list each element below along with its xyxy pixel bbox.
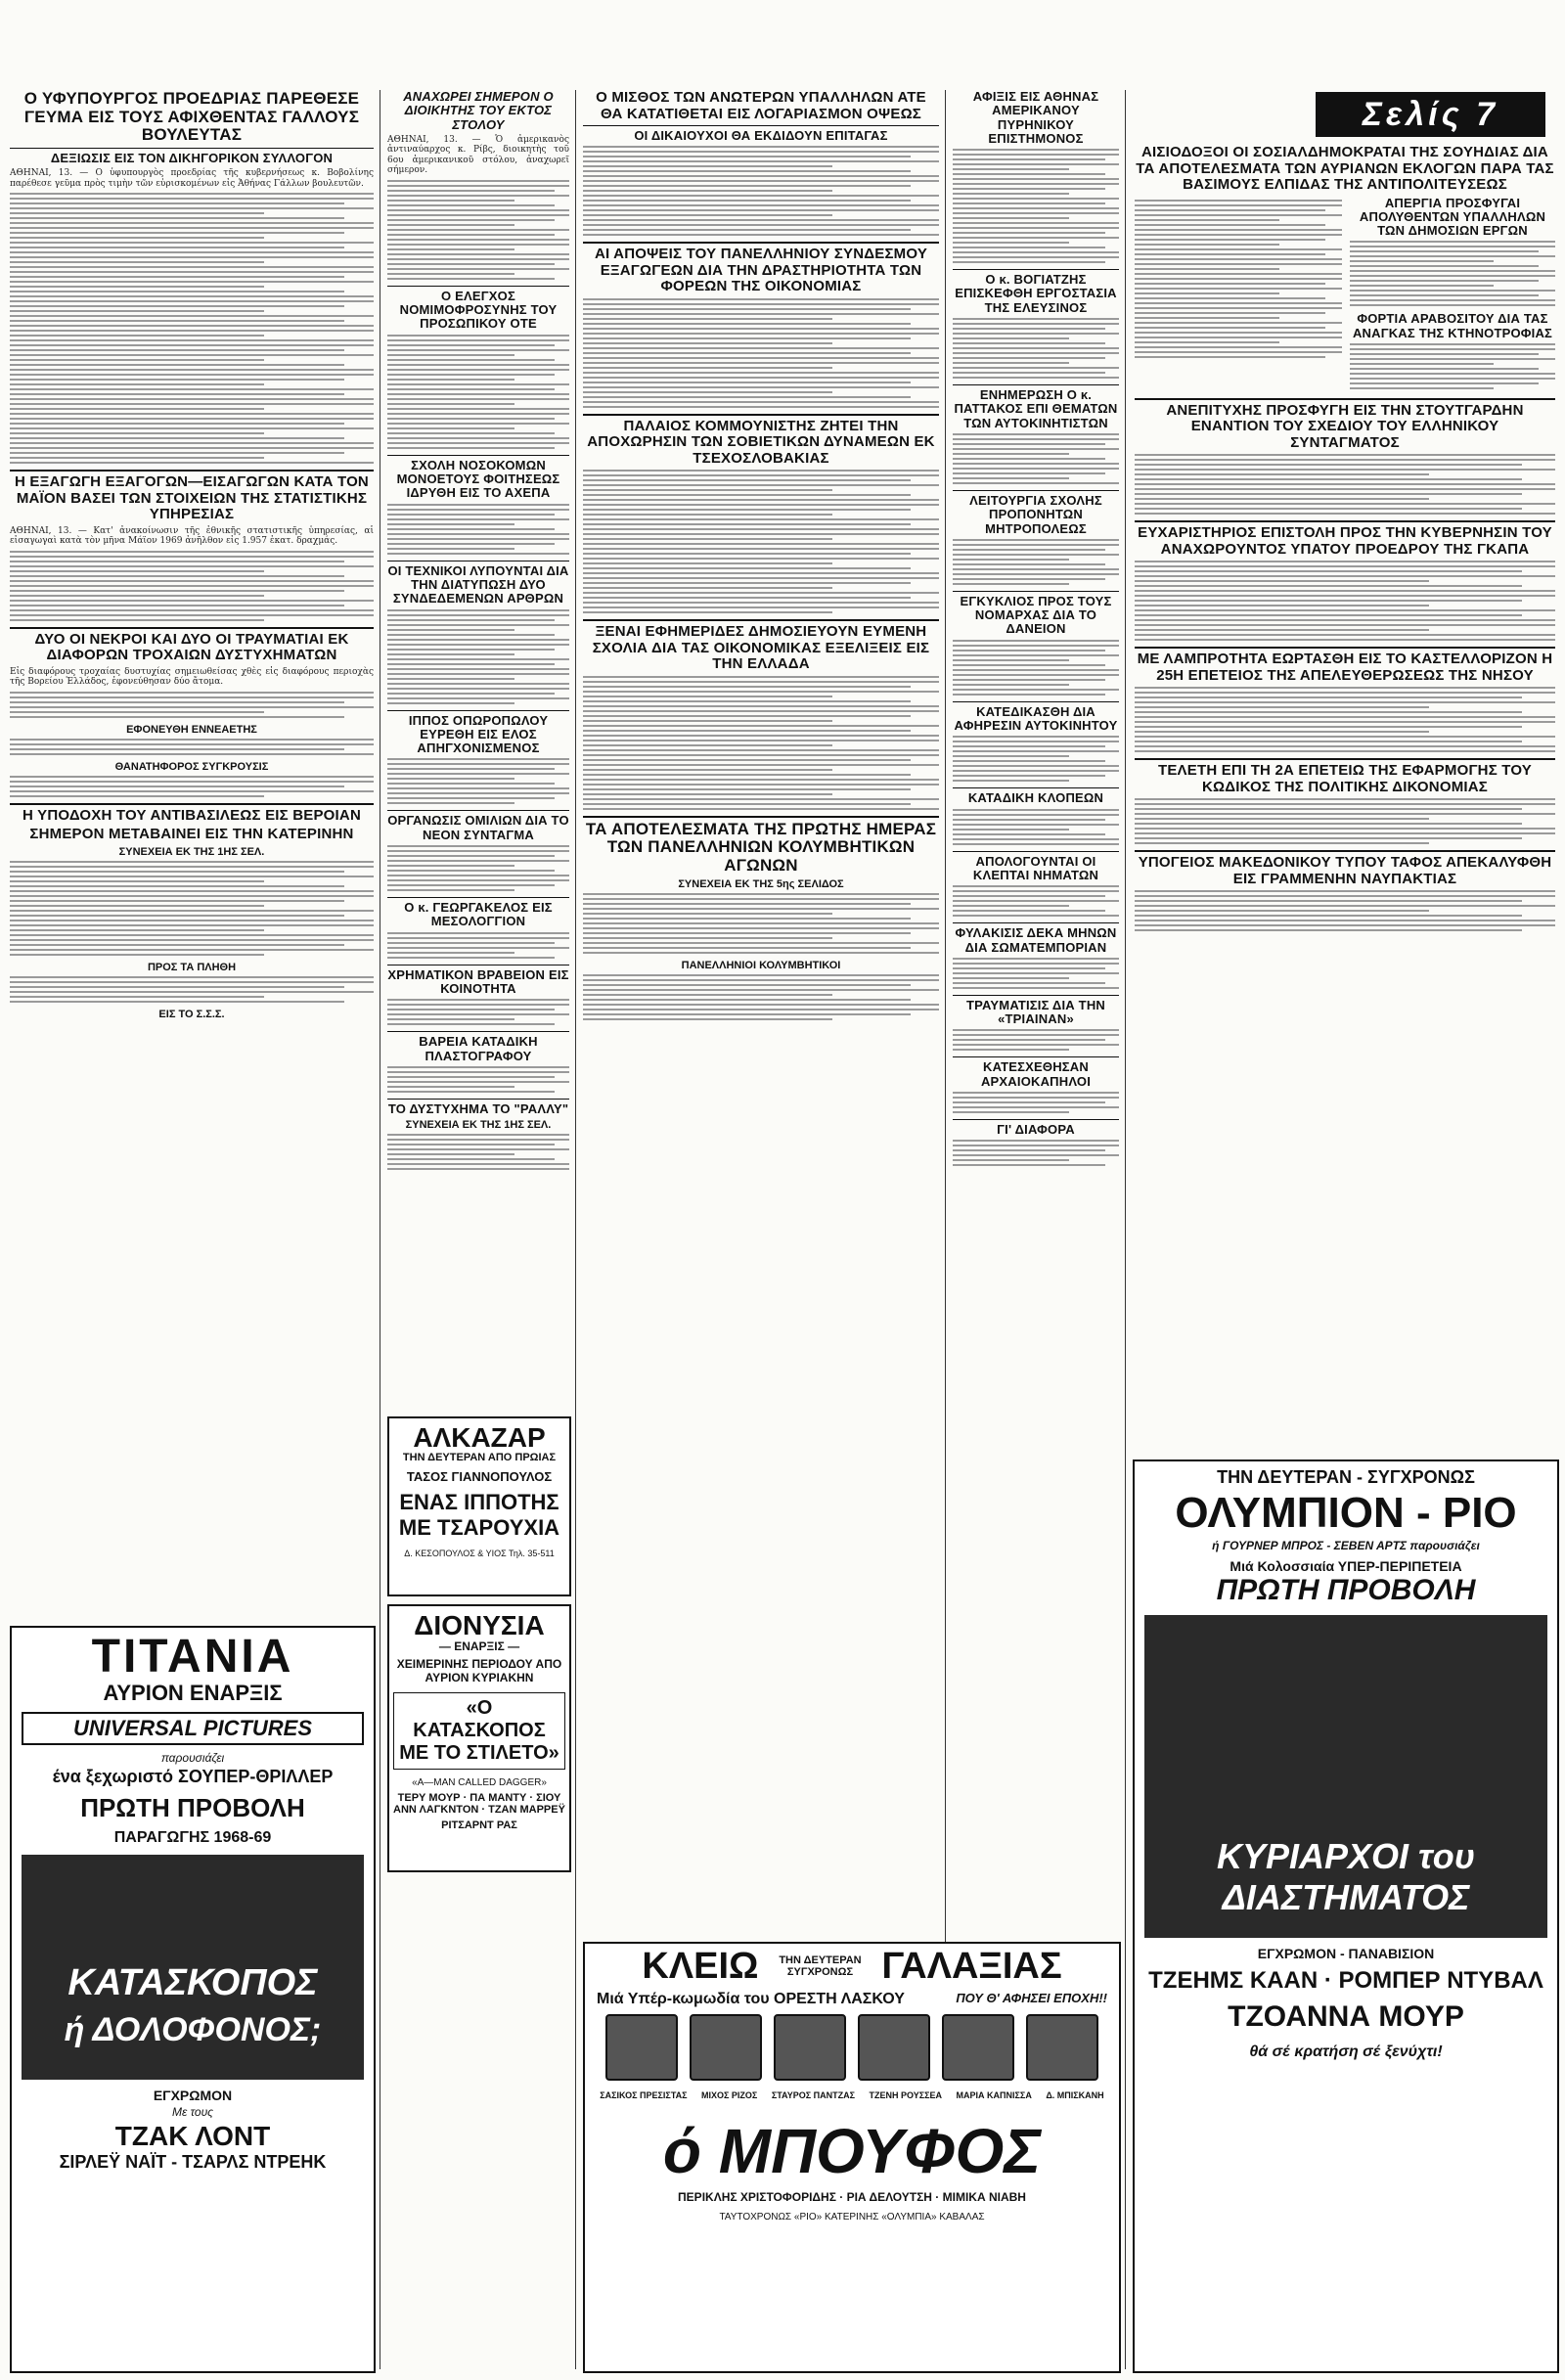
headline: ΑΠΕΡΓΙΑ ΠΡΟΣΦΥΓΑΙ ΑΠΟΛΥΘΕΝΤΩΝ ΥΠΑΛΛΗΛΩΝ ΤΩΝ ΔΗΜΟΣΙΩΝ ΕΡΓΩΝ: [1359, 195, 1546, 239]
premiere-label: ΠΡΩΤΗ ΠΡΟΒΟΛΗ: [1216, 1574, 1476, 1606]
cast-names: ΠΕΡΙΚΛΗΣ ΧΡΙΣΤΟΦΟΡΙΔΗΣ · ΡΙΑ ΔΕΛΟΥΤΣΗ · ΜΙΜΙΚΑ ΝΙΑΒΗ: [678, 2190, 1026, 2204]
article-body: [387, 845, 569, 891]
ad-subtitle: ΤΗΝ ΔΕΥΤΕΡΑΝ - ΣΥΓΧΡΟΝΩΣ: [1217, 1467, 1475, 1487]
ad-footer: θά σέ κρατήση σέ ξενύχτι!: [1249, 2043, 1443, 2060]
ad-text: ένα ξεχωριστό ΣΟΥΠΕΡ-ΘΡΙΛΛΕΡ: [52, 1767, 334, 1786]
ad-footer: ΤΑΥΤΟΧΡΟΝΩΣ «ΡΙΟ» ΚΑΤΕΡΙΝΗΣ «ΟΛΥΜΠΙΑ» ΚΑΒΑΛΑΣ: [719, 2212, 985, 2223]
headline: ΓΙ' ΔΙΑΦΟΡΑ: [997, 1122, 1075, 1138]
actor-photo: [605, 2014, 678, 2081]
article-text: ΑΘΗΝΑΙ, 13. — Ο ὑφυπουργὸς προεδρίας τῆς κυβερνήσεως κ. Βοβολίνης παρέθεσε γεῦμα πρὸς τιμὴν τῶν εὑρισκομένων εἰς Ἀθήνας Γάλλων βουλευτῶν.: [10, 168, 374, 189]
film-title: ΚΥΡΙΑΡΧΟΙ του ΔΙΑΣΤΗΜΑΤΟΣ: [1216, 1836, 1476, 1917]
headline: ΜΕ ΛΑΜΠΡΟΤΗΤΑ ΕΩΡΤΑΣΘΗ ΕΙΣ ΤΟ ΚΑΣΤΕΛΛΟΡΙΖΟΝ Η 25Η ΕΠΕΤΕΙΟΣ ΤΗΣ ΑΠΕΛΕΥΘΕΡΩΣΕΩΣ ΤΗΣ ΝΗΣΟΥ: [1137, 651, 1553, 684]
article-body: [1135, 454, 1555, 515]
headline: ΤΕΛΕΤΗ ΕΠΙ ΤΗ 2Α ΕΠΕΤΕΙΩ ΤΗΣ ΕΦΑΡΜΟΓΗΣ ΤΟΥ ΚΩΔΙΚΟΣ ΤΗΣ ΠΟΛΙΤΙΚΗΣ ΔΙΚΟΝΟΜΙΑΣ: [1157, 762, 1533, 795]
ad-text: Με τους: [171, 2105, 214, 2119]
star-name: ΤΖΑΚ ΛΟΝΤ: [114, 2121, 271, 2151]
article-body: [953, 809, 1119, 845]
article-body: [387, 932, 569, 959]
star-name: ΤΖΟΑΝΝΑ ΜΟΥΡ: [1228, 2000, 1464, 2033]
headline: ΟΙ ΤΕΧΝΙΚΟΙ ΛΥΠΟΥΝΤΑΙ ΔΙΑ ΤΗΝ ΔΙΑΤΥΠΩΣΗ ΔΥΟ ΣΥΝΔΕΔΕΜΕΝΩΝ ΑΡΘΡΩΝ: [387, 562, 569, 606]
star-names: ΤΕΡΥ ΜΟΥΡ · ΠΑ ΜΑΝΤΥ · ΣΙΟΥ ΑΝΝ ΛΑΓΚΝΤΟΝ · ΤΖΑΝ ΜΑΡΡΕΫ: [393, 1792, 565, 1816]
headline: Η ΥΠΟΔΟΧΗ ΤΟΥ ΑΝΤΙΒΑΣΙΛΕΩΣ ΕΙΣ ΒΕΡΟΙΑΝ: [22, 806, 361, 824]
headline: ΤΑ ΑΠΟΤΕΛΕΣΜΑΤΑ ΤΗΣ ΠΡΩΤΗΣ ΗΜΕΡΑΣ ΤΩΝ ΠΑΝΕΛΛΗΝΙΩΝ ΚΟΛΥΜΒΗΤΙΚΩΝ ΑΓΩΝΩΝ: [585, 819, 937, 876]
kleio-cinema-ad: [583, 1942, 1121, 2373]
ad-text: ΕΓΧΡΩΜΟΝ: [153, 2088, 233, 2103]
actor-name: ΣΤΑΥΡΟΣ ΠΑΝΤΖΑΣ: [771, 2090, 856, 2100]
headline: ΦΥΛΑΚΙΣΙΣ ΔΕΚΑ ΜΗΝΩΝ ΔΙΑ ΣΩΜΑΤΕΜΠΟΡΙΑΝ: [955, 925, 1117, 955]
star-name: ΣΙΡΛΕΫ ΝΑΪΤ - ΤΣΑΡΛΣ ΝΤΡΕΗΚ: [59, 2152, 327, 2172]
article-body: [1135, 890, 1555, 931]
section-label: ΣΥΝΕΧΕΙΑ ΕΚ ΤΗΣ 1ΗΣ ΣΕΛ.: [118, 845, 265, 858]
olympion-rio-cinema-ad: [1133, 1459, 1559, 2373]
article-body: [953, 539, 1119, 585]
ad-subtitle: — ΕΝΑΡΞΙΣ —: [438, 1639, 520, 1653]
headline: ΞΕΝΑΙ ΕΦΗΜΕΡΙΔΕΣ ΔΗΜΟΣΙΕΥΟΥΝ ΕΥΜΕΝΗ ΣΧΟΛΙΑ ΔΙΑ ΤΑΣ ΟΙΚΟΝΟΜΙΚΑΣ ΕΞΕΛΙΞΕΙΣ ΕΙΣ ΤΗΝ ΕΛΛΑΔΑ: [592, 623, 930, 673]
article-body: [10, 193, 374, 464]
article-body: [387, 335, 569, 449]
section-label: ΠΑΝΕΛΛΗΝΙΟΙ ΚΟΛΥΜΒΗΤΙΚΟΙ: [681, 959, 841, 971]
article-body: [953, 1029, 1119, 1051]
cinema-name: ΔΙΟΝΥΣΙΑ: [414, 1610, 545, 1640]
column-5: [1135, 145, 1555, 937]
column-4: [953, 90, 1119, 1172]
column-2: [387, 90, 569, 1176]
headline: ΚΑΤΑΔΙΚΗ ΚΛΟΠΕΩΝ: [967, 790, 1104, 806]
page-number-logo: Σελίς 7: [1316, 92, 1545, 137]
article-body: [10, 976, 374, 1003]
article-body: [10, 551, 374, 621]
headline: ΕΥΧΑΡΙΣΤΗΡΙΟΣ ΕΠΙΣΤΟΛΗ ΠΡΟΣ ΤΗΝ ΚΥΒΕΡΝΗΣΙΝ ΤΟΥ ΑΝΑΧΩΡΟΥΝΤΟΣ ΥΠΑΤΟΥ ΠΡΟΕΔΡΟΥ ΤΗΣ ΓΚΑΠΑ: [1138, 524, 1552, 558]
ad-text: παρουσιάζει: [160, 1751, 225, 1765]
section-label: ΘΑΝΑΤΗΦΟΡΟΣ ΣΥΓΚΡΟΥΣΙΣ: [114, 760, 269, 773]
cinema-name: ΓΑΛΑΞΙΑΣ: [881, 1946, 1062, 1987]
article-text: ΑΘΗΝΑΙ, 13. — Κατ' ἀνακοίνωσιν τῆς ἐθνικῆς στατιστικῆς ὑπηρεσίας, αἱ εἰσαγωγαὶ κατὰ τὸν μῆνα Μάϊον 1969 ἀνῆλθον εἰς 1.957 ἑκατ. δραχμάς.: [10, 525, 374, 547]
ad-text: Μιά Κολοσσιαία ΥΠΕΡ-ΠΕΡΙΠΕΤΕΙΑ: [1230, 1558, 1462, 1574]
article-body: [583, 893, 939, 954]
article-body: [953, 149, 1119, 263]
actor-name: ΜΑΡΙΑ ΚΑΠΝΙΣΣΑ: [956, 2090, 1032, 2100]
ad-footer: Δ. ΚΕΣΟΠΟΥΛΟΣ & ΥΙΟΣ Τηλ. 35-511: [404, 1549, 555, 1558]
actor-photo: [858, 2014, 930, 2081]
article-body: [387, 999, 569, 1025]
article-body: [953, 736, 1119, 782]
article-body: [1135, 561, 1555, 641]
article-body: [10, 739, 374, 755]
headline: ΤΡΑΥΜΑΤΙΣΙΣ ΔΙΑ ΤΗΝ «ΤΡΙΑΙΝΑΝ»: [965, 997, 1106, 1027]
dionysia-cinema-ad: [387, 1604, 571, 1872]
headline: ΛΕΙΤΟΥΡΓΙΑ ΣΧΟΛΗΣ ΠΡΟΠΟΝΗΤΩΝ ΜΗΤΡΟΠΟΛΕΩΣ: [969, 492, 1102, 536]
subheadline: ΟΙ ΔΙΚΑΙΟΥΧΟΙ ΘΑ ΕΚΔΙΔΟΥΝ ΕΠΙΤΑΓΑΣ: [634, 128, 888, 143]
actor-photo: [690, 2014, 762, 2081]
article-body: [953, 318, 1119, 379]
article-body: [1135, 687, 1555, 752]
actor-name: ΤΖΕΝΗ ΡΟΥΣΣΕΑ: [869, 2090, 943, 2100]
headline: ΑΦΙΞΙΣ ΕΙΣ ΑΘΗΝΑΣ ΑΜΕΡΙΚΑΝΟΥ ΠΥΡΗΝΙΚΟΥ ΕΠΙΣΤΗΜΟΝΟΣ: [972, 89, 1099, 146]
headline: ΠΑΛΑΙΟΣ ΚΟΜΜΟΥΝΙΣΤΗΣ ΖΗΤΕΙ ΤΗΝ ΑΠΟΧΩΡΗΣΙΝ ΤΩΝ ΣΟΒΙΕΤΙΚΩΝ ΔΥΝΑΜΕΩΝ ΕΚ ΤΣΕΧΟΣΛΟΒΑΚΙΑΣ: [587, 417, 935, 467]
ad-text: ΠΟΥ Θ' ΑΦΗΣΕΙ ΕΠΟΧΗ!!: [956, 1991, 1107, 2005]
actor-name: ΣΑΣΙΚΟΣ ΠΡΕΣΙΣΤΑΣ: [600, 2090, 688, 2100]
director-name: ΤΑΣΟΣ ΓΙΑΝΝΟΠΟΥΛΟΣ: [406, 1469, 553, 1484]
article-body: [1135, 798, 1555, 844]
headline: ΚΑΤΕΣΧΕΘΗΣΑΝ ΑΡΧΑΙΟΚΑΠΗΛΟΙ: [980, 1059, 1092, 1089]
headline: Ο ΜΙΣΘΟΣ ΤΩΝ ΑΝΩΤΕΡΩΝ ΥΠΑΛΛΗΛΩΝ ΑΤΕ ΘΑ ΚΑΤΑΤΙΘΕΤΑΙ ΕΙΣ ΛΟΓΑΡΙΑΣΜΟΝ ΟΨΕΩΣ: [596, 89, 926, 122]
article-body: [387, 1066, 569, 1093]
titania-cinema-ad: [10, 1626, 376, 2373]
headline: ΑΙ ΑΠΟΨΕΙΣ ΤΟΥ ΠΑΝΕΛΛΗΝΙΟΥ ΣΥΝΔΕΣΜΟΥ ΕΞΑΓΩΓΕΩΝ ΔΙΑ ΤΗΝ ΔΡΑΣΤΗΡΙΟΤΗΤΑ ΤΩΝ ΦΟΡΕΩΝ ΤΗΣ ΟΙΚΟΝΟΜΙΑΣ: [594, 246, 928, 295]
cinema-name: ΑΛΚΑΖΑΡ: [413, 1422, 546, 1453]
actor-name: ΜΙΧΟΣ ΡΙΖΟΣ: [701, 2090, 758, 2100]
film-poster-image: [22, 1855, 364, 2080]
headline: Η ΕΞΑΓΩΓΗ ΕΞΑΓΟΓΩΝ—ΕΙΣΑΓΩΓΩΝ ΚΑΤΑ ΤΟΝ ΜΑΪΟΝ ΒΑΣΕΙ ΤΩΝ ΣΤΟΙΧΕΙΩΝ ΤΗΣ ΣΤΑΤΙΣΤΙΚΗΣ ΥΠΗΡΕΣΙΑΣ: [15, 473, 369, 523]
film-poster-image: [1144, 1615, 1547, 1938]
headline: ΔΥΟ ΟΙ ΝΕΚΡΟΙ ΚΑΙ ΔΥΟ ΟΙ ΤΡΑΥΜΑΤΙΑΙ ΕΚ ΔΙΑΦΟΡΩΝ ΤΡΟΧΑΙΩΝ ΔΥΣΤΥΧΗΜΑΤΩΝ: [34, 630, 349, 664]
ad-subtitle: ΤΗΝ ΔΕΥΤΕΡΑΝ ΑΠΟ ΠΡΩΙΑΣ: [402, 1452, 557, 1463]
headline: ΕΝΗΜΕΡΩΣΗ Ο κ. ΠΑΤΤΑΚΟΣ ΕΠΙ ΘΕΜΑΤΩΝ ΤΩΝ ΑΥΤΟΚΙΝΗΤΙΣΤΩΝ: [954, 387, 1118, 430]
article-text: Εἰς διαφόρους τροχαίας δυστυχίας σημειωθείσας χθὲς εἰς διαφόρους περιοχὰς τῆς Βορείου Ἑλλάδος, ἐφονεύθησαν δύο ἄτομα.: [10, 666, 374, 688]
ad-subtitle: ΑΥΡΙΟΝ ΕΝΑΡΞΙΣ: [103, 1681, 283, 1705]
headline: ΟΡΓΑΝΩΣΙΣ ΟΜΙΛΙΩΝ ΔΙΑ ΤΟ ΝΕΟΝ ΣΥΝΤΑΓΜΑ: [387, 813, 569, 842]
ad-subtitle: ΤΗΝ ΔΕΥΤΕΡΑΝ ΣΥΓΧΡΟΝΩΣ: [779, 1954, 862, 1978]
headline: ΙΠΠΟΣ ΟΠΩΡΟΠΩΛΟΥ ΕΥΡΕΘΗ ΕΙΣ ΕΛΟΣ ΑΠΗΓΧΟΝΙΣΜΕΝΟΣ: [408, 712, 549, 756]
headline: ΑΙΣΙΟΔΟΞΟΙ ΟΙ ΣΟΣΙΑΛΔΗΜΟΚΡΑΤΑΙ ΤΗΣ ΣΟΥΗΔΙΑΣ ΔΙΑ ΤΑ ΑΠΟΤΕΛΕΣΜΑΤΑ ΤΩΝ ΑΥΡΙΑΝΩΝ ΕΚΛΟΓΩΝ ΠΑΡΑ ΤΑΣ ΒΑΣΙΜΟΥΣ ΕΛΠΙΔΑΣ ΤΗΣ ΑΝΤΙΠΟΛΙΤΕΥΣΕΩΣ: [1136, 144, 1554, 193]
article-body: [953, 433, 1119, 484]
season-label: ΠΑΡΑΓΩΓΗΣ 1968-69: [113, 1829, 272, 1846]
headline: Ο ΥΦΥΠΟΥΡΓΟΣ ΠΡΟΕΔΡΙΑΣ ΠΑΡΕΘΕΣΕ ΓΕΥΜΑ ΕΙΣ ΤΟΥΣ ΑΦΙΧΘΕΝΤΑΣ ΓΑΛΛΟΥΣ ΒΟΥΛΕΥΤΑΣ: [23, 89, 360, 145]
headline: Ο ΕΛΕΓΧΟΣ ΝΟΜΙΜΟΦΡΟΣΥΝΗΣ ΤΟΥ ΠΡΟΣΩΠΙΚΟΥ ΟΤΕ: [399, 288, 558, 332]
article-body: [10, 692, 374, 718]
article-body: [387, 504, 569, 555]
column-rule: [1125, 90, 1126, 2369]
studio-name: UNIVERSAL PICTURES: [22, 1712, 364, 1745]
section-label: ΠΡΟΣ ΤΑ ΠΛΗΘΗ: [147, 961, 237, 973]
headline: ΧΡΗΜΑΤΙΚΟΝ ΒΡΑΒΕΙΟΝ ΕΙΣ ΚΟΙΝΟΤΗΤΑ: [387, 966, 569, 996]
article-body: [583, 974, 939, 1020]
section-label: ΕΦΟΝΕΥΘΗ ΕΝΝΕΑΕΤΗΣ: [126, 723, 257, 736]
alcazar-cinema-ad: [387, 1416, 571, 1596]
article-body: [1350, 343, 1555, 389]
article-body: [953, 1092, 1119, 1113]
actor-photo: [774, 2014, 846, 2081]
headline: ΒΑΡΕΙΑ ΚΑΤΑΔΙΚΗ ΠΛΑΣΤΟΓΡΑΦΟΥ: [419, 1034, 538, 1063]
article-body: [583, 146, 939, 236]
headline: ΤΟ ΔΥΣΤΥΧΗΜΑ ΤΟ "ΡΑΛΛΥ": [387, 1100, 569, 1116]
article-body: [1135, 200, 1342, 358]
column-rule: [575, 90, 576, 2369]
headline: ΑΝΑΧΩΡΕΙ ΣΗΜΕΡΟΝ Ο ΔΙΟΙΚΗΤΗΣ ΤΟΥ ΕΚΤΟΣ ΣΤΟΛΟΥ: [403, 89, 554, 132]
article-body: [583, 676, 939, 810]
actor-photos: [585, 2014, 1119, 2085]
article-body: [953, 958, 1119, 989]
column-1: [10, 90, 374, 1022]
article-body: [583, 470, 939, 613]
film-title: ό ΜΠΟΥΦΟΣ: [662, 2116, 1042, 2186]
subheadline: ΔΕΞΙΩΣΙΣ ΕΙΣ ΤΟΝ ΔΙΚΗΓΟΡΙΚΟΝ ΣΥΛΛΟΓΟΝ: [50, 151, 334, 166]
article-body: [10, 776, 374, 797]
headline: ΦΟΡΤΙΑ ΑΡΑΒΟΣΙΤΟΥ ΔΙΑ ΤΑΣ ΑΝΑΓΚΑΣ ΤΗΣ ΚΤΗΝΟΤΡΟΦΙΑΣ: [1352, 311, 1553, 340]
headline: ΣΗΜΕΡΟΝ ΜΕΤΑΒΑΙΝΕΙ ΕΙΣ ΤΗΝ ΚΑΤΕΡΙΝΗΝ: [29, 826, 354, 843]
ad-text: «A—MAN CALLED DAGGER»: [412, 1777, 547, 1788]
article-text: ΑΘΗΝΑΙ, 13. — Ὁ ἀμερικανὸς ἀντιναύαρχος κ. Ρίβς, διοικητὴς τοῦ 6ου ἀμερικανικοῦ στόλου, ἀναχωρεῖ σήμερον.: [387, 134, 569, 176]
headline: ΥΠΟΓΕΙΟΣ ΜΑΚΕΔΟΝΙΚΟΥ ΤΥΠΟΥ ΤΑΦΟΣ ΑΠΕΚΑΛΥΦΘΗ ΕΙΣ ΓΡΑΜΜΕΝΗΝ ΝΑΥΠΑΚΤΙΑΣ: [1138, 854, 1552, 887]
headline: ΚΑΤΕΔΙΚΑΣΘΗ ΔΙΑ ΑΦΗΡΕΣΙΝ ΑΥΤΟΚΙΝΗΤΟΥ: [954, 703, 1118, 734]
ad-text: ΕΓΧΡΩΜΟΝ - ΠΑΝΑΒΙΣΙΟΝ: [1257, 1946, 1435, 1961]
headline: ΕΓΚΥΚΛΙΟΣ ΠΡΟΣ ΤΟΥΣ ΝΟΜΑΡΧΑΣ ΔΙΑ ΤΟ ΔΑΝΕΙΟΝ: [960, 593, 1112, 637]
film-title: ΕΝΑΣ ΙΠΠΟΤΗΣ ΜΕ ΤΣΑΡΟΥΧΙΑ: [398, 1490, 560, 1540]
film-title: ΚΑΤΑΣΚΟΠΟΣ: [67, 1962, 318, 2003]
film-title: «Ο ΚΑΤΑΣΚΟΠΟΣ ΜΕ ΤΟ ΣΤΙΛΕΤΟ»: [393, 1692, 565, 1770]
section-label: ΕΙΣ ΤΟ Σ.Σ.Σ.: [158, 1008, 225, 1020]
article-body: [953, 885, 1119, 917]
ad-text: ΧΕΙΜΕΡΙΝΗΣ ΠΕΡΙΟΔΟΥ ΑΠΟ ΑΥΡΙΟΝ ΚΥΡΙΑΚΗΝ: [396, 1657, 562, 1684]
cinema-name: ΟΛΥΜΠΙΟΝ - ΡΙΟ: [1175, 1489, 1517, 1537]
article-body: [387, 1134, 569, 1170]
actor-photo: [942, 2014, 1014, 2081]
actor-photo: [1026, 2014, 1098, 2081]
article-body: [583, 298, 939, 408]
actor-name: Δ. ΜΠΙΣΚΑΝΗ: [1046, 2090, 1104, 2100]
cinema-name: ΚΛΕΙΩ: [642, 1946, 759, 1987]
headline: ΣΧΟΛΗ ΝΟΣΟΚΟΜΩΝ ΜΟΝΟΕΤΟΥΣ ΦΟΙΤΗΣΕΩΣ ΙΔΡΥΘΗ ΕΙΣ ΤΟ ΑΧΕΠΑ: [396, 457, 560, 501]
film-title: ή ΔΟΛΟΦΟΝΟΣ;: [64, 2011, 322, 2048]
director-name: ΡΙΤΣΑΡΝΤ ΡΑΣ: [441, 1819, 517, 1831]
headline: ΑΝΕΠΙΤΥΧΗΣ ΠΡΟΣΦΥΓΗ ΕΙΣ ΤΗΝ ΣΤΟΥΤΓΑΡΔΗΝ ΕΝΑΝΤΙΟΝ ΤΟΥ ΣΧΕΔΙΟΥ ΤΟΥ ΕΛΛΗΝΙΚΟΥ ΣΥΝΤΑΓΜΑΤΟΣ: [1166, 401, 1524, 451]
star-names: ΤΖΕΗΜΣ ΚΑΑΝ · ΡΟΜΠΕΡ ΝΤΥΒΑΛ: [1148, 1967, 1543, 1994]
section-label: ΣΥΝΕΧΕΙΑ ΕΚ ΤΗΣ 5ης ΣΕΛΙΔΟΣ: [678, 877, 844, 890]
article-body: [10, 861, 374, 956]
headline: Ο κ. ΓΕΩΡΓΑΚΕΛΟΣ ΕΙΣ ΜΕΣΟΛΟΓΓΙΟΝ: [404, 900, 553, 929]
cinema-name: ΤΙΤΑΝΙΑ: [91, 1631, 294, 1683]
article-body: [953, 640, 1119, 696]
article-body: [387, 758, 569, 804]
headline: ΑΠΟΛΟΓΟΥΝΤΑΙ ΟΙ ΚΛΕΠΤΑΙ ΝΗΜΑΤΩΝ: [972, 853, 1099, 882]
column-3: [583, 90, 939, 1026]
headline: Ο κ. ΒΟΓΙΑΤΖΗΣ ΕΠΙΣΚΕΦΘΗ ΕΡΓΟΣΤΑΣΙΑ ΤΗΣ ΕΛΕΥΣΙΝΟΣ: [955, 272, 1117, 315]
article-body: [1350, 241, 1555, 306]
section-label: ΣΥΝΕΧΕΙΑ ΕΚ ΤΗΣ 1ΗΣ ΣΕΛ.: [405, 1119, 552, 1132]
article-body: [387, 180, 569, 280]
article-body: [387, 609, 569, 704]
ad-text: Μιά Υπέρ-κωμωδία του ΟΡΕΣΤΗ ΛΑΣΚΟΥ: [597, 1991, 905, 2007]
premiere-label: ΠΡΩΤΗ ΠΡΟΒΟΛΗ: [80, 1793, 305, 1822]
article-body: [953, 1140, 1119, 1166]
studio-name: ή ΓΟΥΡΝΕΡ ΜΠΡΟΣ - ΣΕΒΕΝ ΑΡΤΣ παρουσιάζει: [1212, 1539, 1480, 1552]
